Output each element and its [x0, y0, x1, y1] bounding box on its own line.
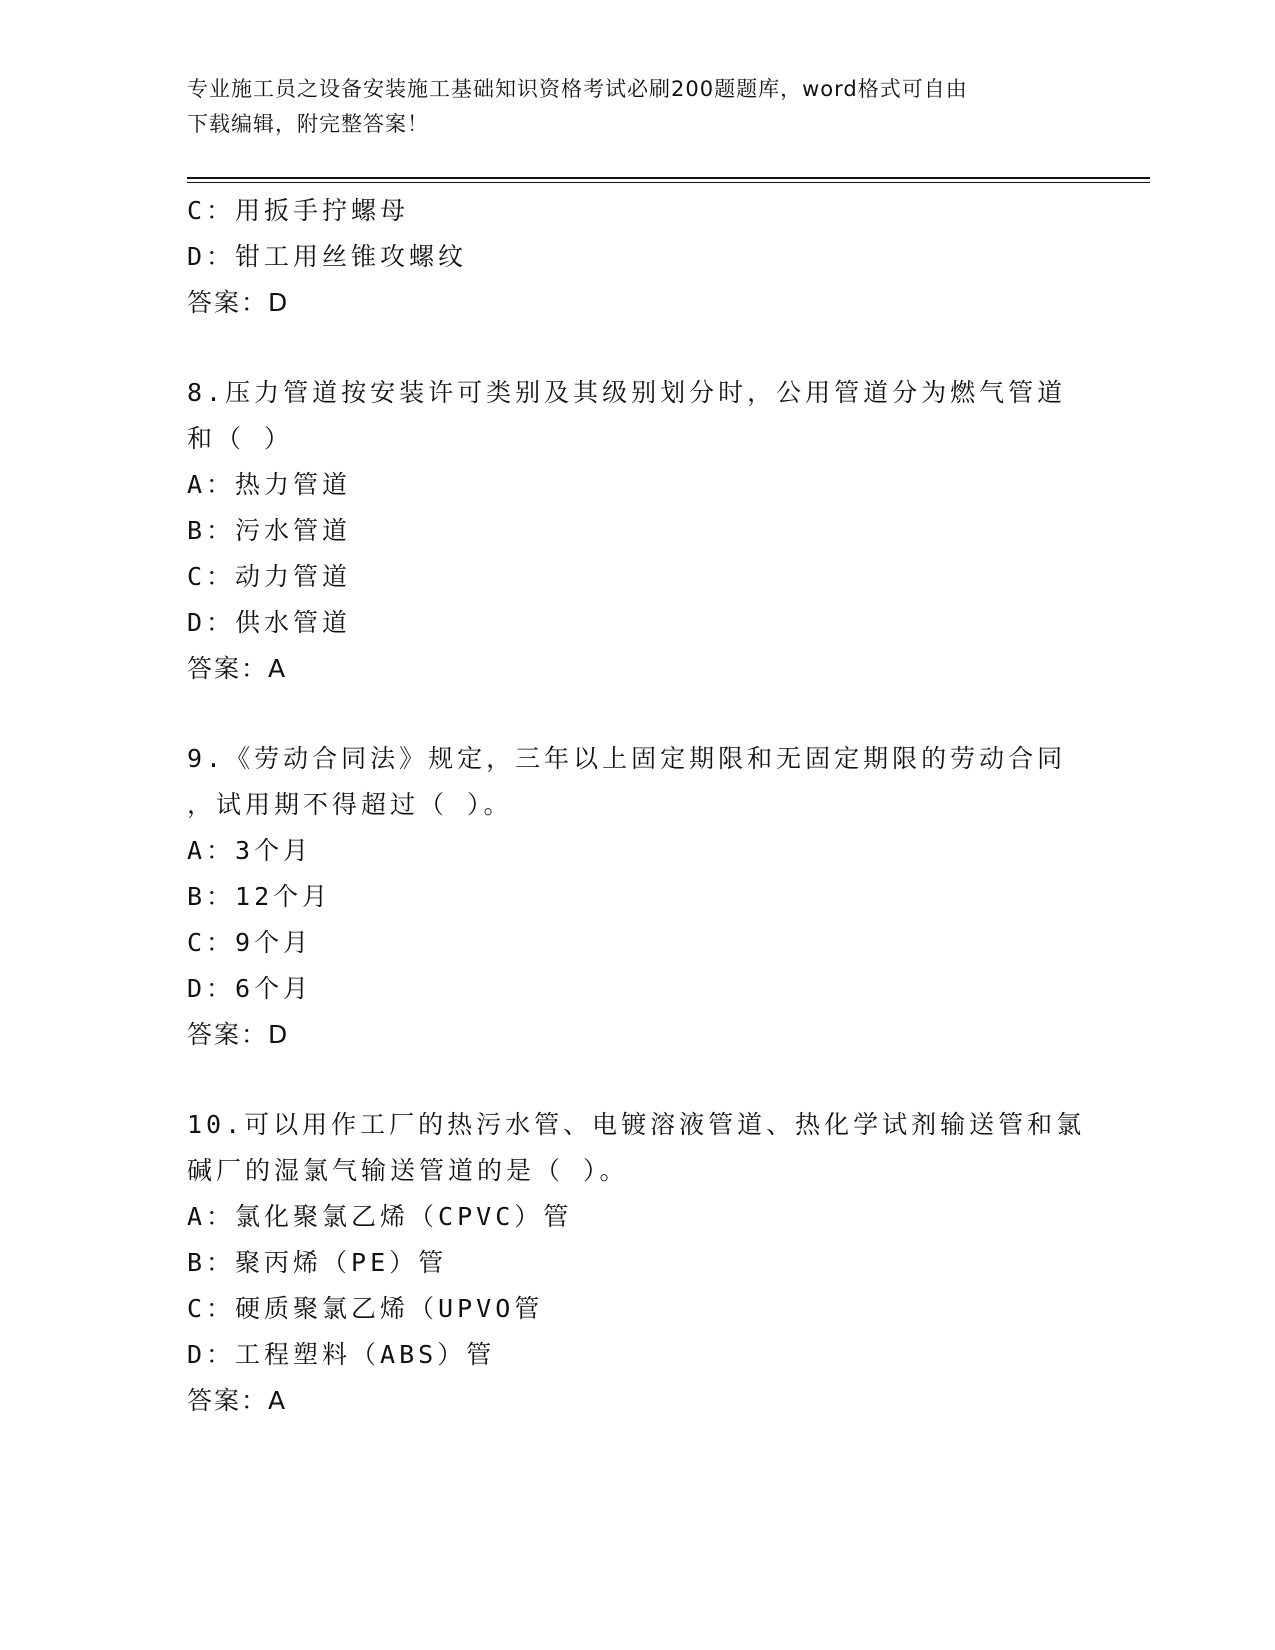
option-d: D：钳工用丝锥攻螺纹	[187, 242, 468, 271]
option-c: C：硬质聚氯乙烯（UPVO管	[187, 1294, 544, 1323]
header-divider	[187, 177, 1150, 179]
option-d: D：6个月	[187, 974, 313, 1003]
option-d: D：工程塑料（ABS）管	[187, 1340, 496, 1369]
question-list	[187, 188, 1087, 1424]
header-line-2: 下载编辑，附完整答案！	[187, 112, 429, 136]
option-c: C：动力管道	[187, 562, 352, 591]
option-b: B：聚丙烯（PE）管	[187, 1248, 448, 1277]
header-divider-thin	[187, 182, 1150, 183]
question-9	[187, 736, 1087, 1058]
answer: 答案：D	[187, 288, 290, 317]
spacer	[187, 1058, 1087, 1102]
question-7-continued	[187, 188, 1087, 326]
option-a: A：3个月	[187, 836, 313, 865]
question-10	[187, 1102, 1087, 1424]
question-stem-line-2: 碱厂的湿氯气输送管道的是（ ）。	[187, 1156, 629, 1185]
question-stem-line-1: 8.压力管道按安装许可类别及其级别划分时，公用管道分为燃气管道	[187, 378, 1067, 407]
option-b: B：12个月	[187, 882, 332, 911]
question-8	[187, 370, 1087, 692]
spacer	[187, 326, 1087, 370]
option-a: A：热力管道	[187, 470, 352, 499]
option-c: C：用扳手拧螺母	[187, 196, 410, 225]
question-stem-line-2: 和（ ）	[187, 424, 294, 453]
option-d: D：供水管道	[187, 608, 352, 637]
question-stem-line-1: 10.可以用作工厂的热污水管、电镀溶液管道、热化学试剂输送管和氯	[187, 1110, 1086, 1139]
option-c: C：9个月	[187, 928, 313, 957]
answer: 答案：D	[187, 1020, 290, 1049]
question-stem-line-2: ，试用期不得超过（ ）。	[187, 790, 513, 819]
header-line-1: 专业施工员之设备安装施工基础知识资格考试必刷200题题库，word格式可自由	[187, 77, 968, 101]
spacer	[187, 692, 1087, 736]
option-a: A：氯化聚氯乙烯（CPVC）管	[187, 1202, 573, 1231]
answer: 答案：A	[187, 1386, 288, 1415]
question-stem-line-1: 9.《劳动合同法》规定，三年以上固定期限和无固定期限的劳动合同	[187, 744, 1067, 773]
answer: 答案：A	[187, 654, 288, 683]
document-header	[187, 72, 1087, 142]
option-b: B：污水管道	[187, 516, 352, 545]
